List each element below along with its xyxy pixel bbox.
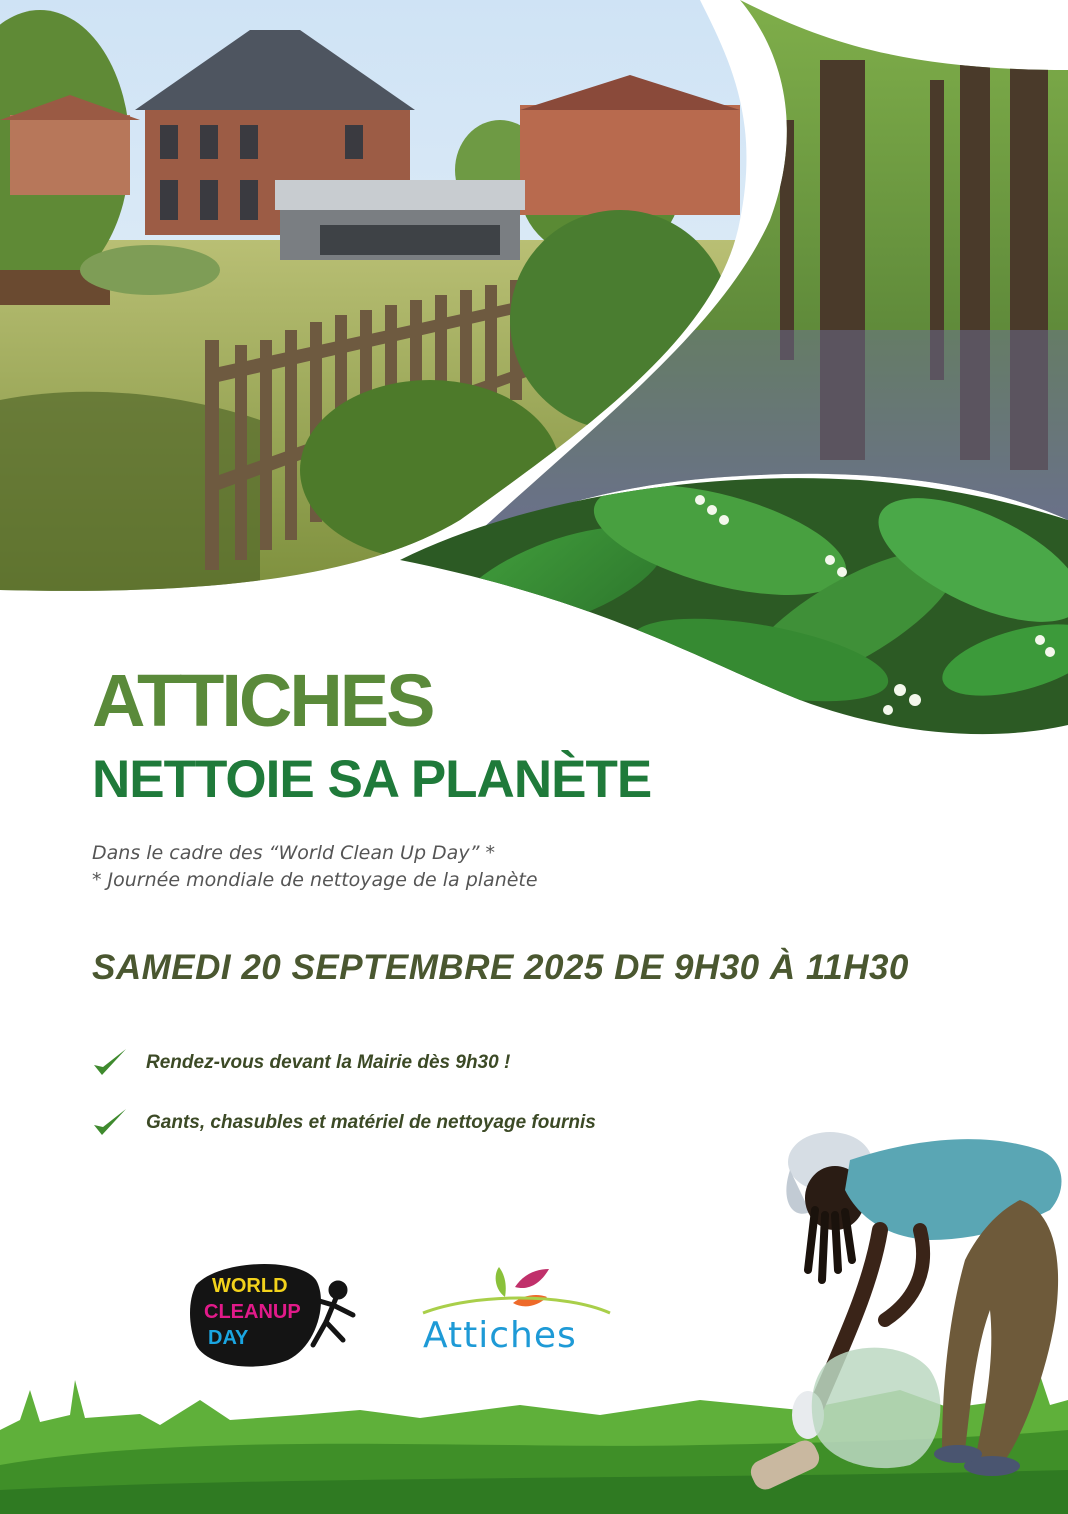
attiches-logo bbox=[415, 1255, 625, 1365]
title-line-2: NETTOIE SA PLANÈTE bbox=[92, 750, 652, 809]
attiches-logo-text: Attiches bbox=[423, 1315, 577, 1356]
checklist-item-text: Gants, chasubles et matériel de nettoyage fournis bbox=[146, 1112, 596, 1133]
wcd-line-1: WORLD bbox=[212, 1275, 288, 1297]
world-cleanup-day-logo bbox=[188, 1260, 363, 1370]
subtitle-line-1: Dans le cadre des “World Clean Up Day” * bbox=[92, 842, 495, 864]
volunteer-picking-litter bbox=[720, 1120, 1068, 1514]
title-line-1: ATTICHES bbox=[92, 659, 433, 742]
checklist-item bbox=[92, 1045, 510, 1081]
checkmark-icon bbox=[92, 1105, 128, 1141]
wcd-line-3: DAY bbox=[208, 1327, 249, 1349]
subtitle-line-2: * Journée mondiale de nettoyage de la planète bbox=[92, 868, 538, 891]
wcd-line-2: CLEANUP bbox=[204, 1301, 301, 1323]
checklist-item bbox=[92, 1105, 596, 1141]
leaf-icon bbox=[496, 1267, 549, 1306]
checklist-item-text: Rendez-vous devant la Mairie dès 9h30 ! bbox=[146, 1052, 511, 1073]
subtitle bbox=[92, 840, 538, 893]
event-date: SAMEDI 20 SEPTEMBRE 2025 DE 9H30 À 11H30 bbox=[92, 948, 909, 987]
checkmark-icon bbox=[92, 1045, 128, 1081]
